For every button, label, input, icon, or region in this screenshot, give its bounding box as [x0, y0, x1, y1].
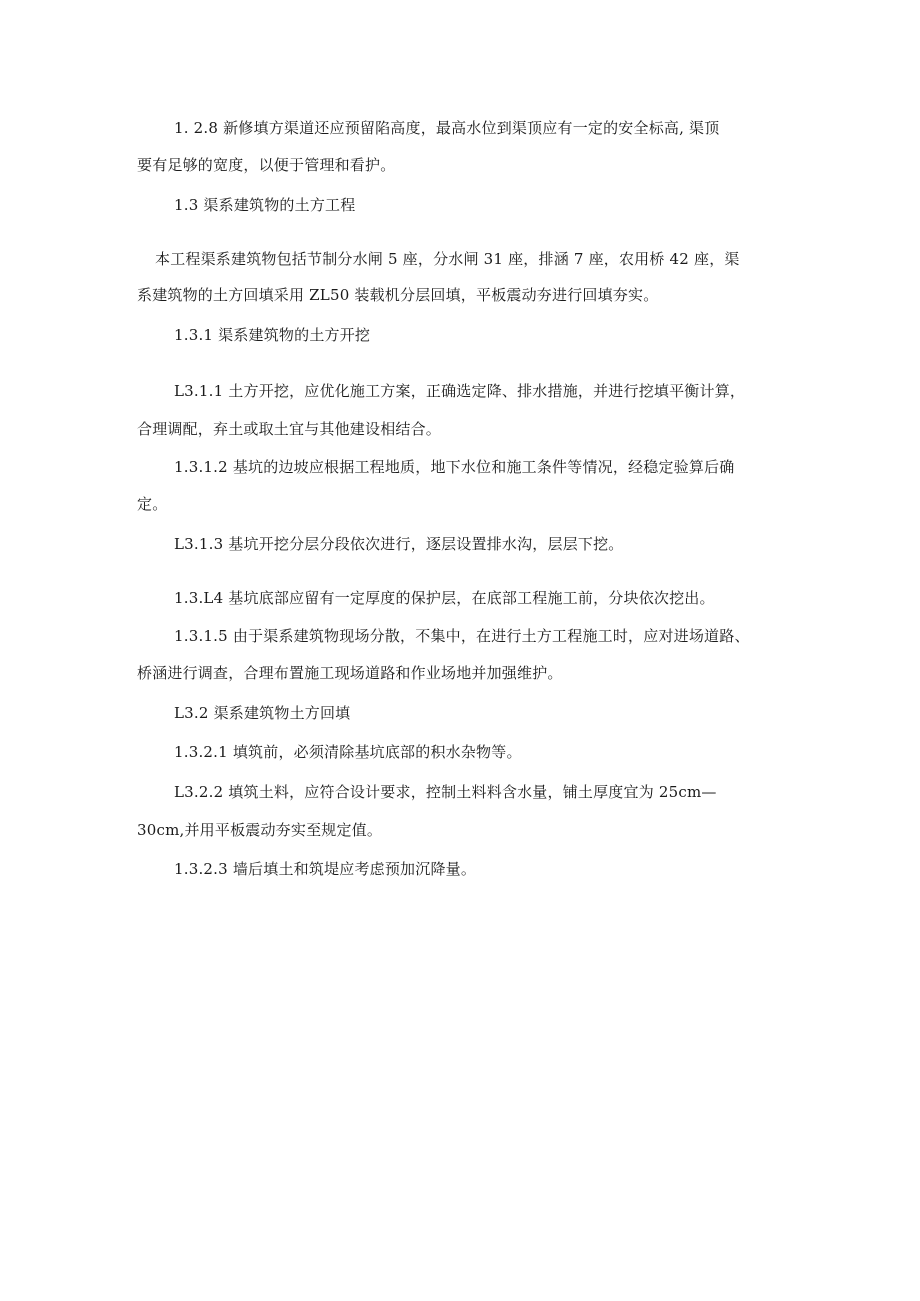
paragraph-1-line-1: 1. 2.8 新修填方渠道还应预留陷高度，最高水位到渠顶应有一定的安全标高, 渠顶 — [174, 119, 720, 137]
paragraph-1-line-2: 要有足够的宽度，以便于管理和看护。 — [137, 156, 396, 174]
paragraph-8: 1.3.2.1 填筑前，必须清除基坑底部的积水杂物等。 — [174, 743, 522, 761]
paragraph-5: L3.1.3 基坑开挖分层分段依次进行，逐层设置排水沟，层层下挖。 — [174, 535, 624, 553]
paragraph-4-line-1: 1.3.1.2 基坑的边坡应根据工程地质，地下水位和施工条件等情况，经稳定验算后确 — [174, 458, 735, 476]
paragraph-3-line-2: 合理调配，弃土或取土宜与其他建设相结合。 — [137, 420, 442, 438]
paragraph-2-line-1: 本工程渠系建筑物包括节制分水闸 5 座，分水闸 31 座，排涵 7 座，农用桥 42 座，渠 — [155, 250, 740, 268]
paragraph-9-line-1: L3.2.2 填筑土料，应符合设计要求，控制土料料含水量，铺土厚度宜为 25cm— — [174, 783, 717, 801]
section-heading-1-3-1: 1.3.1 渠系建筑物的土方开挖 — [174, 326, 371, 344]
paragraph-9-line-2: 30cm,并用平板震动夯实至规定值。 — [137, 821, 383, 839]
paragraph-3-line-1: L3.1.1 土方开挖，应优化施工方案，正确选定降、排水措施，并进行挖填平衡计算， — [174, 382, 746, 400]
paragraph-10: 1.3.2.3 墙后填土和筑堤应考虑预加沉降量。 — [174, 860, 477, 878]
paragraph-2-line-2: 系建筑物的土方回填采用 ZL50 装载机分层回填，平板震动夯进行回填夯实。 — [137, 286, 659, 304]
paragraph-7-line-2: 桥涵进行调查，合理布置施工现场道路和作业场地并加强维护。 — [137, 664, 563, 682]
section-heading-1-3: 1.3 渠系建筑物的土方工程 — [174, 196, 356, 214]
paragraph-4-line-2: 定。 — [137, 495, 168, 513]
paragraph-7-line-1: 1.3.1.5 由于渠系建筑物现场分散，不集中，在进行土方工程施工时，应对进场道路、 — [174, 627, 750, 645]
section-heading-1-3-2: L3.2 渠系建筑物土方回填 — [174, 704, 351, 722]
paragraph-6: 1.3.L4 基坑底部应留有一定厚度的保护层，在底部工程施工前，分块依次挖出。 — [174, 589, 715, 607]
